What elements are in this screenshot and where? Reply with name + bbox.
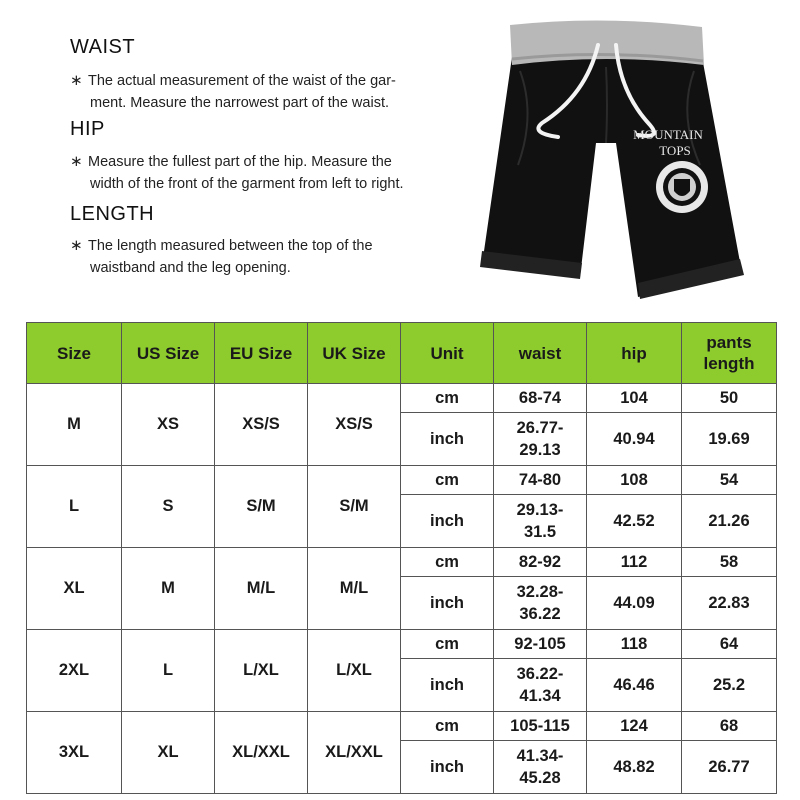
shorts-product-image [470,15,770,305]
measurement-guide [0,0,470,300]
bullet-icon: ∗ [70,72,83,89]
length-cell: 21.26 [682,495,777,548]
table-row [27,712,777,741]
hip-cell: 42.52 [587,495,682,548]
logo-text-line-1: MOUNTAIN [633,127,703,142]
hip-cell: 112 [587,548,682,577]
shorts-icon [470,15,770,305]
eu-size-cell: S/M [215,466,308,548]
waist-cell: 41.34- 45.28 [494,741,587,794]
eu-size-cell: XL/XXL [215,712,308,794]
length-cell: 26.77 [682,741,777,794]
length-desc-line-1: ∗ The length measured between the top of the [70,237,373,254]
unit-cell: cm [401,630,494,659]
us-size-cell: XS [122,384,215,466]
waist-title: WAIST [70,36,136,58]
logo-text-line-2: TOPS [659,143,691,158]
table-row [27,548,777,577]
header-eu-size: EU Size [215,323,308,384]
table-row [27,630,777,659]
uk-size-cell: XS/S [308,384,401,466]
unit-cell: cm [401,548,494,577]
hip-cell: 44.09 [587,577,682,630]
size-cell: XL [27,548,122,630]
length-cell: 58 [682,548,777,577]
waist-cell: 74-80 [494,466,587,495]
length-cell: 25.2 [682,659,777,712]
waist-cell: 105-115 [494,712,587,741]
waist-desc-line-1: ∗ The actual measurement of the waist of the gar- [70,72,396,89]
uk-size-cell: XL/XXL [308,712,401,794]
length-cell: 64 [682,630,777,659]
eu-size-cell: L/XL [215,630,308,712]
header-pants-length: pants length [682,323,777,384]
size-cell: 3XL [27,712,122,794]
hip-cell: 40.94 [587,413,682,466]
uk-size-cell: L/XL [308,630,401,712]
hip-cell: 124 [587,712,682,741]
header-uk-size: UK Size [308,323,401,384]
length-cell: 22.83 [682,577,777,630]
unit-cell: inch [401,495,494,548]
table-row [27,466,777,495]
header-waist: waist [494,323,587,384]
length-cell: 50 [682,384,777,413]
eu-size-cell: M/L [215,548,308,630]
size-chart-table [26,322,777,794]
size-cell: L [27,466,122,548]
length-cell: 19.69 [682,413,777,466]
unit-cell: inch [401,659,494,712]
uk-size-cell: M/L [308,548,401,630]
waist-cell: 36.22- 41.34 [494,659,587,712]
waist-cell: 82-92 [494,548,587,577]
us-size-cell: S [122,466,215,548]
header-us-size: US Size [122,323,215,384]
hip-desc-line-2: width of the front of the garment from left to right. [90,176,404,192]
hip-cell: 108 [587,466,682,495]
size-cell: M [27,384,122,466]
waist-cell: 68-74 [494,384,587,413]
hip-cell: 118 [587,630,682,659]
waist-cell: 92-105 [494,630,587,659]
bullet-icon: ∗ [70,153,83,170]
emblem-icon [656,161,708,213]
hip-cell: 48.82 [587,741,682,794]
length-cell: 54 [682,466,777,495]
unit-cell: cm [401,466,494,495]
waist-desc-line-2: ment. Measure the narrowest part of the waist. [90,95,389,111]
unit-cell: cm [401,712,494,741]
waist-cell: 26.77- 29.13 [494,413,587,466]
waist-cell: 29.13- 31.5 [494,495,587,548]
hip-desc-line-1: ∗ Measure the fullest part of the hip. Measure the [70,153,392,170]
waist-cell: 32.28- 36.22 [494,577,587,630]
header-size: Size [27,323,122,384]
us-size-cell: XL [122,712,215,794]
unit-cell: inch [401,577,494,630]
length-cell: 68 [682,712,777,741]
hip-title: HIP [70,118,105,140]
table-header-row [27,323,777,384]
us-size-cell: M [122,548,215,630]
unit-cell: inch [401,413,494,466]
hip-cell: 104 [587,384,682,413]
size-cell: 2XL [27,630,122,712]
bullet-icon: ∗ [70,237,83,254]
table-row [27,384,777,413]
unit-cell: cm [401,384,494,413]
header-unit: Unit [401,323,494,384]
header-hip: hip [587,323,682,384]
unit-cell: inch [401,741,494,794]
eu-size-cell: XS/S [215,384,308,466]
length-desc-line-2: waistband and the leg opening. [90,260,291,276]
us-size-cell: L [122,630,215,712]
length-title: LENGTH [70,203,155,225]
uk-size-cell: S/M [308,466,401,548]
hip-cell: 46.46 [587,659,682,712]
